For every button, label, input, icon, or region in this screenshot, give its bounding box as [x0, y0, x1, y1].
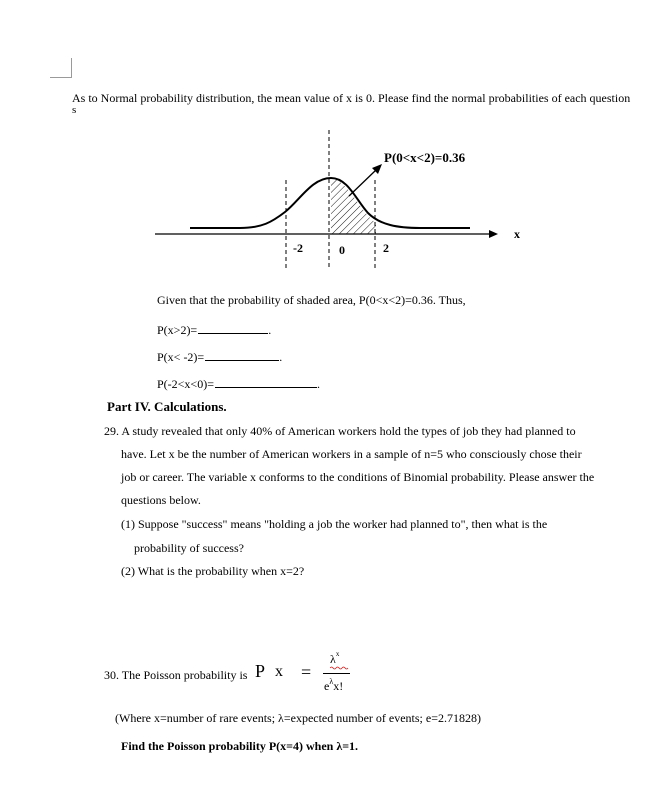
formula-denominator: $e^\lambda x$!	[324, 677, 344, 693]
poisson-where: (Where x=number of rare events; λ=expected number of events; e=2.71828)	[115, 711, 481, 725]
q29-sub2: (2) What is the probability when x=2?	[121, 564, 305, 578]
prob-label: P(0<x<2)=0.36	[384, 150, 466, 165]
normal-distribution-figure	[0, 0, 662, 300]
part-iv-title: Part IV. Calculations.	[107, 399, 227, 414]
formula-equals: =	[301, 662, 312, 682]
x-axis-label: x	[514, 227, 520, 241]
question-p-greater-2-label: P(x>2)=	[157, 323, 198, 337]
intro-line-2: s	[72, 104, 77, 116]
given-statement: Given that the probability of shaded area, P(0<x<2)=0.36. Thus,	[157, 293, 466, 307]
question-p-less-neg2-label: P(x< -2)=	[157, 350, 205, 364]
tick-label-2: 2	[383, 241, 389, 255]
answer-blank-1[interactable]	[198, 321, 268, 334]
poisson-find: Find the Poisson probability P(x=4) when λ=1.	[121, 739, 359, 753]
question-p-between: P(-2<x<0)= .	[157, 377, 320, 391]
answer-blank-3[interactable]	[215, 375, 317, 388]
formula-fraction-bar	[323, 673, 350, 674]
q29-line-3: job or career. The variable x conforms to the conditions of Binomial probability. Please answer the	[121, 470, 595, 484]
label-pointer-line	[349, 170, 376, 196]
shaded-area	[331, 178, 376, 234]
question-p-less-neg2: P(x< -2)= .	[157, 350, 283, 364]
bell-curve	[190, 178, 470, 228]
x-axis-arrowhead	[489, 230, 498, 238]
q29-sub1-line-2: probability of success?	[134, 541, 244, 555]
formula-numerator: $\lambda^x$	[330, 650, 340, 666]
question-p-between-label: P(-2<x<0)=	[157, 377, 214, 391]
tick-label-0: 0	[339, 243, 345, 257]
q29-sub1-line-1: (1) Suppose "success" means "holding a job the worker had planned to", then what is the	[121, 517, 548, 531]
intro-line-1: As to Normal probability distribution, the mean value of x is 0. Please find the normal probabilities of each question	[72, 91, 631, 105]
answer-blank-2[interactable]	[205, 348, 279, 361]
formula-squiggle	[330, 666, 350, 670]
formula-p: P	[255, 661, 266, 681]
q29-line-1: 29. A study revealed that only 40% of American workers hold the types of job they had planned to	[104, 424, 576, 438]
q29-line-2: have. Let x be the number of American workers in a sample of n=5 who consciously chose their	[121, 447, 582, 461]
formula-x: x	[275, 663, 283, 680]
tick-label-neg2: -2	[293, 241, 303, 255]
q30-text: 30. The Poisson probability is	[104, 668, 248, 682]
q29-line-4: questions below.	[121, 493, 201, 507]
question-p-greater-2: P(x>2)= .	[157, 323, 272, 337]
